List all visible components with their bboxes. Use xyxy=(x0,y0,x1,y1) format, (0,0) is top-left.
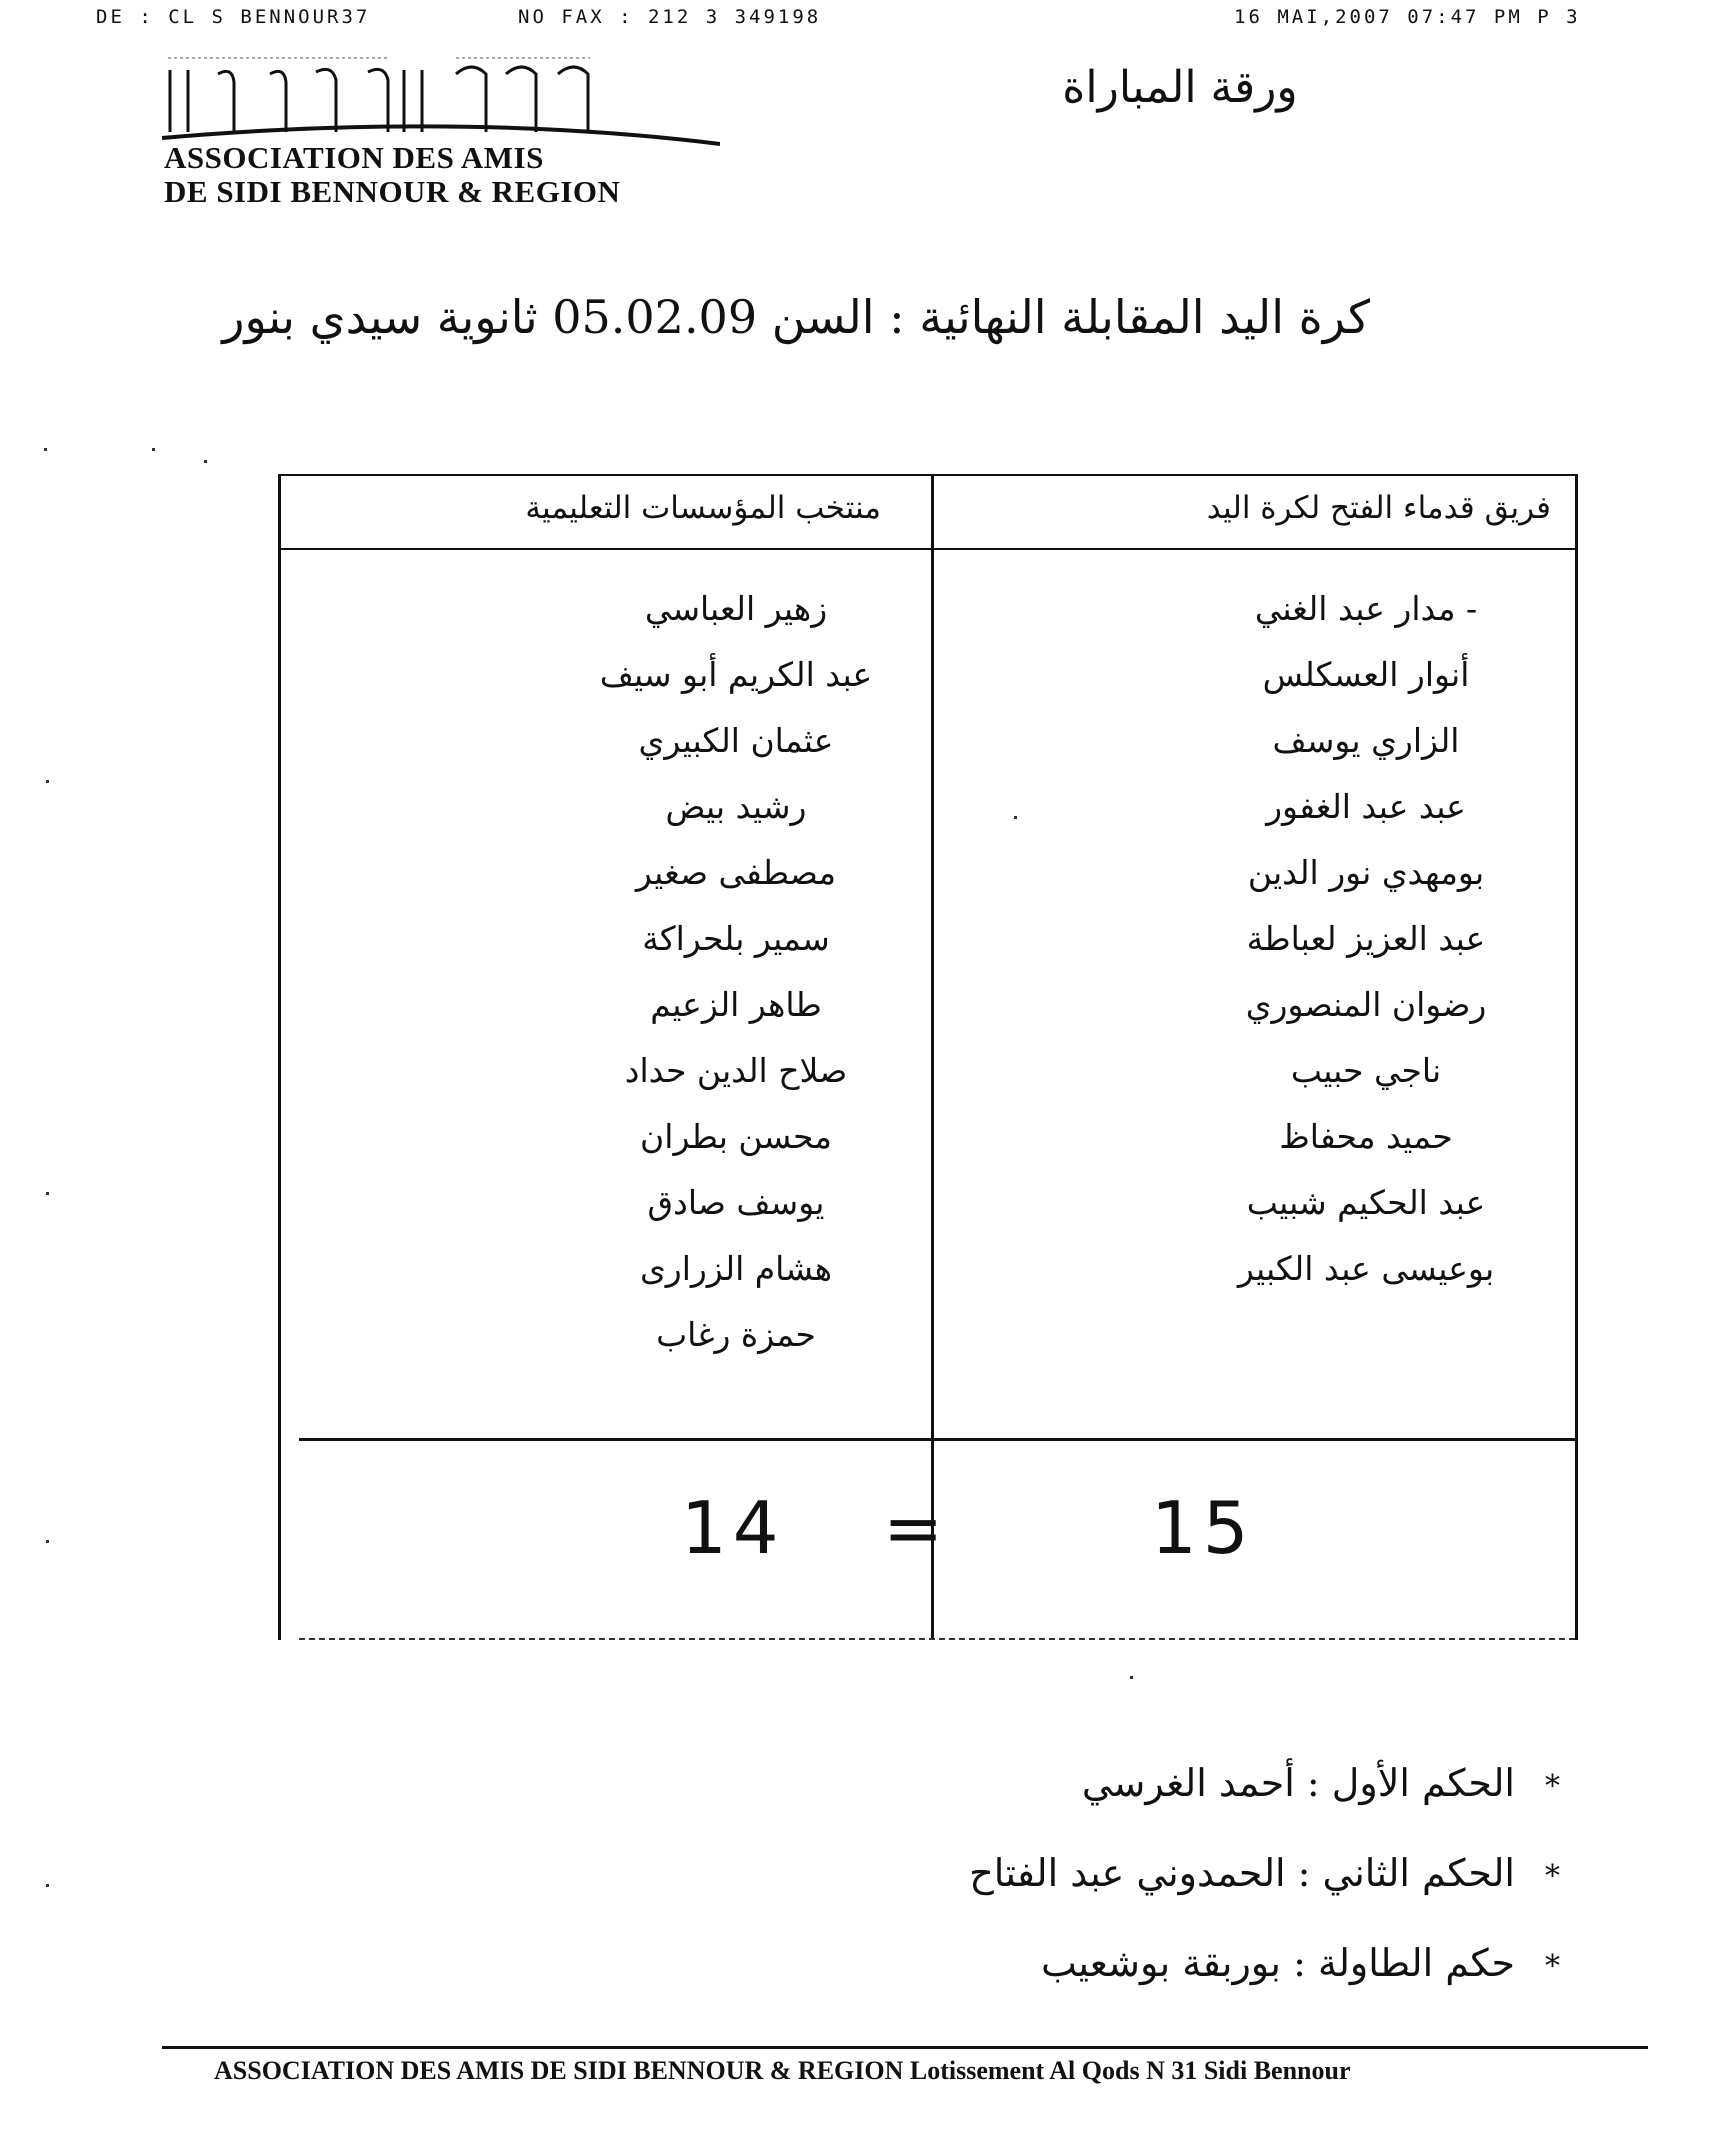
bullet-star-icon: * xyxy=(1545,1949,1560,1984)
scan-speck xyxy=(46,1540,49,1543)
match-heading: كرة اليد المقابلة النهائية : السن 05.02.09 ثانوية سيدي بنور xyxy=(222,290,1370,344)
list-item: حمزة رغاب xyxy=(656,1315,816,1354)
scan-speck xyxy=(46,1884,49,1887)
footer-rule xyxy=(162,2046,1648,2049)
association-logo xyxy=(160,52,720,222)
logo-text-line1: ASSOCIATION DES AMIS xyxy=(164,140,544,175)
team-right-roster xyxy=(1201,576,1531,1302)
fax-number: NO FAX : 212 3 349198 xyxy=(518,6,822,28)
header-divider xyxy=(281,548,1575,550)
official-text: الحكم الثاني : الحمدوني عبد الفتاح xyxy=(969,1851,1515,1895)
list-item: - مدار عبد الغني xyxy=(1254,589,1478,628)
team-left-header: منتخب المؤسسات التعليمية xyxy=(525,490,881,526)
bullet-star-icon: * xyxy=(1545,1859,1560,1894)
list-item: عبد عبد الغفور xyxy=(1266,787,1466,826)
list-item: سمير بلحراكة xyxy=(642,919,830,958)
list-item: بومهدي نور الدين xyxy=(1247,853,1485,892)
fax-datetime: 16 MAI,2007 07:47 PM P 3 xyxy=(1234,6,1581,28)
list-item: عبد العزيز لعباطة xyxy=(1246,919,1486,958)
scan-speck xyxy=(1014,816,1017,819)
scan-speck xyxy=(44,448,47,451)
team-left-roster xyxy=(581,576,891,1368)
list-item: عبد الحكيم شبيب xyxy=(1246,1183,1486,1222)
list-item: طاهر الزعيم xyxy=(650,985,822,1024)
sheet-title: ورقة المباراة xyxy=(1062,62,1298,113)
fax-sender: DE : CL S BENNOUR37 xyxy=(96,6,371,28)
scan-speck xyxy=(152,448,155,451)
logo-arches-graphic xyxy=(160,52,720,152)
list-item: الزاري يوسف xyxy=(1272,721,1460,760)
scan-speck xyxy=(46,780,49,783)
official-text: حكم الطاولة : بوربقة بوشعيب xyxy=(1041,1941,1515,1985)
list-item: أنوار العسكلس xyxy=(1262,655,1470,694)
list-item: عبد الكريم أبو سيف xyxy=(599,655,873,694)
list-item: يوسف صادق xyxy=(647,1183,825,1222)
list-item: ناجي حبيب xyxy=(1290,1051,1442,1090)
scan-speck xyxy=(46,1192,49,1195)
list-item: عثمان الكبيري xyxy=(638,721,834,760)
list-item: رشيد بيض xyxy=(665,787,807,826)
official-text: الحكم الأول : أحمد الغرسي xyxy=(1081,1761,1515,1805)
list-item: محسن بطران xyxy=(640,1117,832,1156)
column-divider xyxy=(931,476,934,1640)
list-item: صلاح الدين حداد xyxy=(624,1051,848,1090)
score-separator: = xyxy=(883,1486,950,1570)
match-table xyxy=(278,474,1578,1640)
list-item: رضوان المنصوري xyxy=(1245,985,1487,1024)
footer-address: ASSOCIATION DES AMIS DE SIDI BENNOUR & REGION Lotissement Al Qods N 31 Sidi Bennour xyxy=(214,2056,1351,2085)
list-item: زهير العباسي xyxy=(644,589,828,628)
bullet-star-icon: * xyxy=(1545,1769,1560,1804)
scan-speck xyxy=(204,460,207,463)
team-right-header: فريق قدماء الفتح لكرة اليد xyxy=(1206,490,1551,526)
team-right-score: 15 xyxy=(1151,1486,1255,1570)
table-bottom-line xyxy=(299,1638,1575,1640)
official-referee-1 xyxy=(880,1738,1560,1828)
logo-text-line2: DE SIDI BENNOUR & REGION xyxy=(164,174,621,209)
team-left-score: 14 xyxy=(681,1486,785,1570)
list-item: حميد محفاظ xyxy=(1279,1117,1453,1156)
officials-list xyxy=(880,1738,1560,2008)
score-divider xyxy=(299,1438,1575,1441)
official-referee-2 xyxy=(880,1828,1560,1918)
official-table-referee xyxy=(880,1918,1560,2008)
list-item: بوعيسى عبد الكبير xyxy=(1237,1249,1495,1288)
list-item: هشام الزرارى xyxy=(639,1249,833,1288)
fax-header xyxy=(0,6,1728,36)
list-item: مصطفى صغير xyxy=(635,853,837,892)
scan-speck xyxy=(1130,1676,1133,1679)
